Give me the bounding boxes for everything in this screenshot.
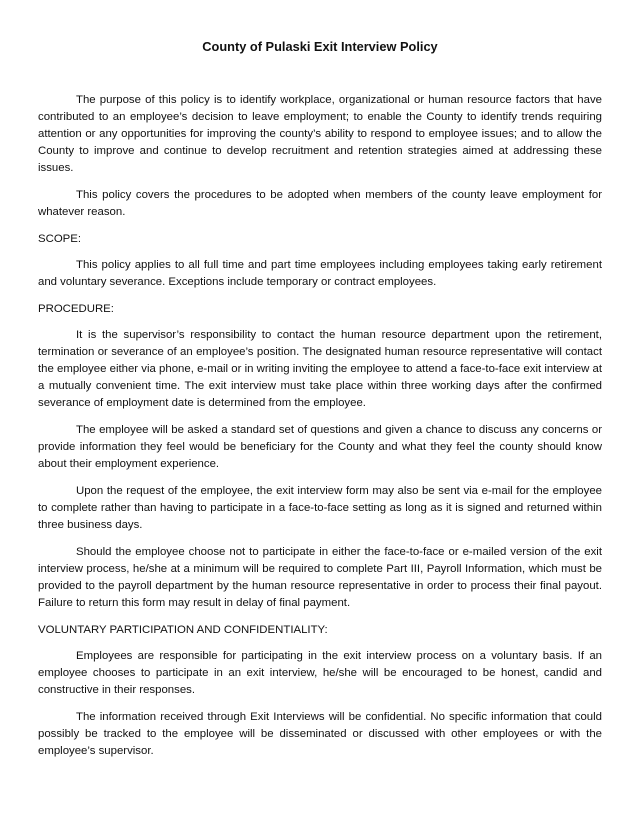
voluntary-paragraph-confidentiality: The information received through Exit Interviews will be confidential. No specific information that could possibly be tracked to the employee will be disseminated or discussed with other employees or with the employee’s supervisor. xyxy=(38,711,602,757)
procedure-paragraph-email-form: Upon the request of the employee, the exit interview form may also be sent via e-mail for the employee to complete rather than having to participate in a face-to-face setting as long as it is signed and returned within three business days. xyxy=(38,485,602,531)
procedure-paragraph-payroll: Should the employee choose not to participate in either the face-to-face or e-mailed version of the exit interview process, he/she at a minimum will be required to complete Part III, Payroll Information, which must be provided to the payroll department by the human resource representative in order to process their final payout. Failure to return this form may result in delay of final payment. xyxy=(38,546,602,609)
intro-paragraph-coverage: This policy covers the procedures to be adopted when members of the county leave employment for whatever reason. xyxy=(38,189,602,218)
intro-paragraph-purpose: The purpose of this policy is to identify workplace, organizational or human resource factors that have contributed to an employee’s decision to leave employment; to enable the County to identify trends requiring attention or any opportunities for improving the county’s ability to respond to employee issues; and to allow the County to improve and continue to develop recruitment and retention strategies aimed at addressing these issues. xyxy=(38,94,602,174)
procedure-paragraph-responsibility: It is the supervisor’s responsibility to contact the human resource department upon the retirement, termination or severance of an employee’s position. The designated human resource representative will contact the employee either via phone, e-mail or in writing inviting the employee to attend a face-to-face exit interview at a mutually convenient time. The exit interview must take place within three working days after the confirmed severance of employment date is determined from the employee. xyxy=(38,329,602,409)
section-heading-scope: SCOPE: xyxy=(38,233,82,245)
section-heading-voluntary: VOLUNTARY PARTICIPATION AND CONFIDENTIALITY: xyxy=(38,624,328,636)
section-heading-procedure: PROCEDURE: xyxy=(38,303,114,315)
document-title: County of Pulaski Exit Interview Policy xyxy=(202,39,438,54)
policy-document xyxy=(38,38,602,770)
scope-paragraph: This policy applies to all full time and part time employees including employees taking early retirement and voluntary severance. Exceptions include temporary or contract employees. xyxy=(38,259,602,288)
procedure-paragraph-questions: The employee will be asked a standard set of questions and given a chance to discuss any concerns or provide information they feel would be beneficiary for the County and what they feel the county should know about their employment experience. xyxy=(38,424,602,470)
voluntary-paragraph-participation: Employees are responsible for participating in the exit interview process on a voluntary basis. If an employee chooses to participate in an exit interview, he/she will be encouraged to be honest, candid and constructive in their responses. xyxy=(38,650,602,696)
